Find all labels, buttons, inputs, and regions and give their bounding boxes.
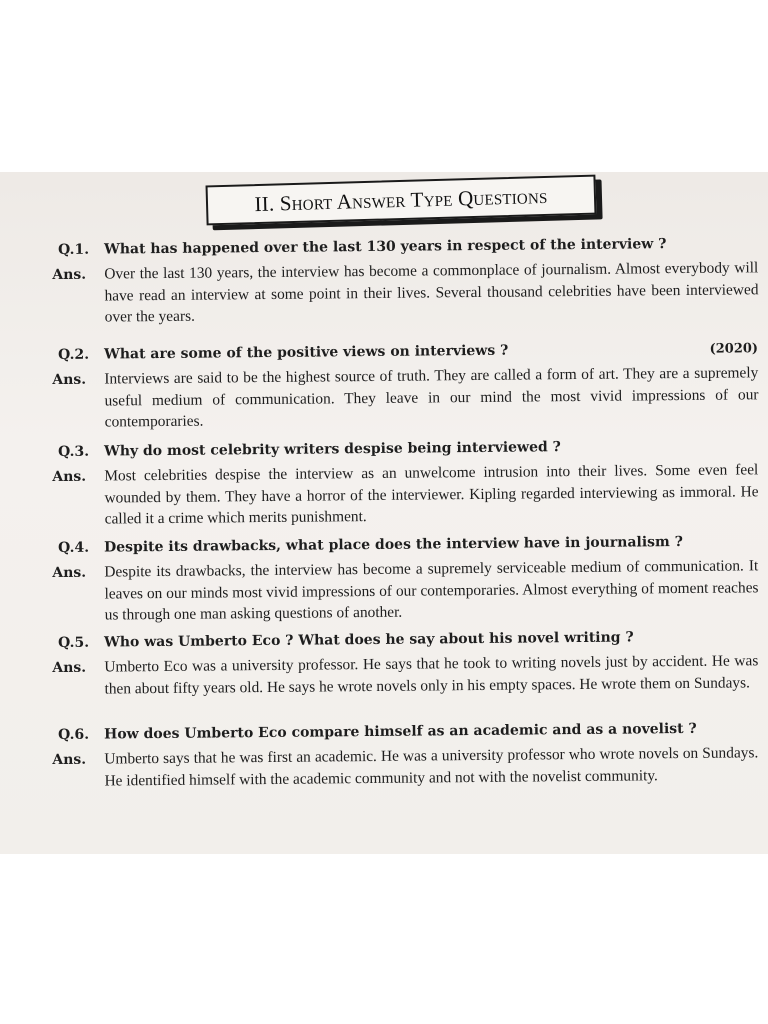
answer-label: Ans. <box>52 468 87 486</box>
question-label: Q.5. <box>58 634 90 651</box>
question-row <box>58 720 758 743</box>
answer-label: Ans. <box>52 371 87 389</box>
answer-text: Despite its drawbacks, the interview has become a supremely serviceable medium of communication. It leaves on our minds most vivid impressions of our contemporaries. Almost everything of moment reaches us through one man asking questions of another. <box>104 557 759 624</box>
question-label: Q.1. <box>58 241 90 258</box>
question-label: Q.4. <box>58 539 90 556</box>
bleed-through-text <box>40 178 43 193</box>
answer-row <box>52 555 759 626</box>
question-label: Q.6. <box>58 726 90 743</box>
question-text: What are some of the positive views on interviews ? <box>103 342 509 363</box>
year-tag: (2020) <box>709 341 759 357</box>
question-row <box>58 340 758 363</box>
answer-row <box>52 459 759 530</box>
answer-row <box>52 362 759 433</box>
answer-label: Ans. <box>52 659 87 677</box>
question-row <box>58 437 758 460</box>
answer-row <box>52 257 759 328</box>
answer-row <box>52 650 759 700</box>
answer-label: Ans. <box>52 564 87 582</box>
answer-text: Umberto says that he was first an academic. He was a university professor who wrote novels on Sundays. He identified himself with the academic community and not with the novelist community. <box>104 744 759 790</box>
qa-item-2 <box>52 340 759 433</box>
qa-item-5 <box>52 628 759 700</box>
answer-text: Most celebrities despise the interview as an unwelcome intrusion into their lives. Some even feel wounded by them. They have a horror of the interviewer. Kipling regarded interviewing as immoral. He called it a crime which merits punishment. <box>104 461 759 528</box>
question-row <box>58 235 758 258</box>
answer-text: Over the last 130 years, the interview has become a commonplace of journalism. Almost everybody will have read an interview at some point in their lives. Several thousand celebrities have been interviewed over the years. <box>104 259 759 326</box>
answer-text: Interviews are said to be the highest source of truth. They are called a form of art. They are a supremely useful medium of communication. They leave in our mind the most vivid impressions of our contemporaries. <box>104 364 759 431</box>
question-label: Q.3. <box>58 443 90 460</box>
answer-row <box>52 742 759 792</box>
qa-item-6 <box>52 720 759 792</box>
section-title: II. Short Answer Type Questions <box>254 183 548 216</box>
question-text: What has happened over the last 130 years in respect of the interview ? <box>103 236 667 258</box>
question-row <box>58 533 758 556</box>
answer-text: Umberto Eco was a university professor. He says that he took to writing novels just by accident. He was then about fifty years old. He says he wrote novels only in his empty spaces. He wrote them on Sundays. <box>104 652 759 698</box>
qa-item-3 <box>52 437 759 530</box>
question-text: How does Umberto Eco compare himself as an academic and as a novelist ? <box>103 720 697 743</box>
book-page <box>0 172 768 854</box>
question-row <box>58 628 758 651</box>
question-text: Why do most celebrity writers despise being interviewed ? <box>103 439 561 460</box>
question-label: Q.2. <box>58 346 90 363</box>
qa-item-4 <box>52 533 759 626</box>
qa-item-1 <box>52 235 759 328</box>
answer-label: Ans. <box>52 751 87 769</box>
question-text: Despite its drawbacks, what place does the interview have in journalism ? <box>103 534 683 556</box>
section-banner <box>206 175 597 226</box>
question-text: Who was Umberto Eco ? What does he say about his novel writing ? <box>103 629 634 651</box>
answer-label: Ans. <box>52 266 87 284</box>
